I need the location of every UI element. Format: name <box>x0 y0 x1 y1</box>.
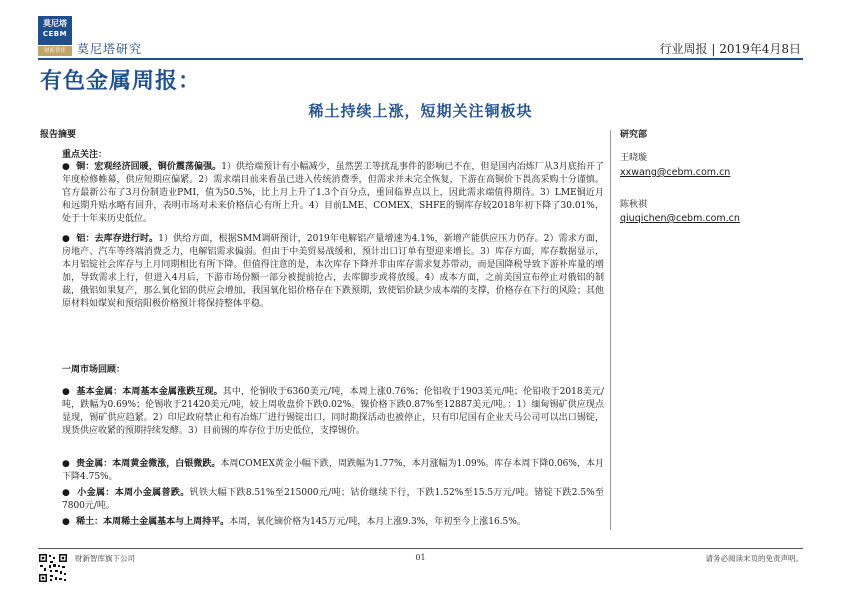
logo-sub-text: 财新智库 <box>38 46 72 56</box>
copper-text: 1）供给端预计有小幅减少，虽然罢工等扰乱事件的影响已不在，但是国内冶炼厂从3月底抬开了年度检修帷幕，供应短期应偏紧。2）需求端目前来看虽已进入传统消费季，但需求并未完全恢复，下游在高铜价下畏高采购十分谨慎。官方最新公布了3月份制造业PMI，值为50.5%，比上月上升了1.3个百分点，重回临界点以上，因此需求端值得期待。3）LME铜近月和远期升贴水略有回升，表明市场对未来价格信心有所上升。4）目前LME、COMEX、SHFE的铜库存较2018年初下降了30.01%，处于十年来历史低位。 <box>62 162 604 224</box>
rare-earth-paragraph <box>62 516 604 529</box>
minor-metals-text: 钒铁大幅下跌8.51%至215000元/吨；钴价继续下行，下跌1.52%至15.5万元/吨。锗锭下跌2.5%至7800元/吨。 <box>62 488 604 511</box>
precious-metals-text: 本周COMEX黄金小幅下跌，周跌幅为1.77%，本月涨幅为1.09%。库存本周下降0.06%，本月下降4.75%。 <box>62 459 604 482</box>
page-subtitle: 稀土持续上涨，短期关注铜板块 <box>308 102 533 120</box>
bullet-icon: ● <box>62 459 77 469</box>
aluminum-heading: 铝：去库存进行时。 <box>76 234 159 244</box>
logo-en-text: CEBM <box>42 30 68 38</box>
logo <box>38 16 72 56</box>
logo-cn-text: 莫尼塔 <box>43 19 67 28</box>
weekly-heading: 一周市场回顾： <box>62 365 126 375</box>
base-metals-text: 其中，伦铜收于6360美元/吨，本周上涨0.76%；伦铝收于1903美元/吨；伦铅收于2018美元/吨，跌幅为0.69%；伦锡收于21420美元/吨，较上周收盘价下跌0.02%。镍价格下跌0.87%至12887美元/吨。：1）缅甸锡矿供应现点显现，锡矿供应趋紧。2）印尼政府禁止和有冶炼厂进行锡锭出口，同时勘探活动也被停止，只有印尼国有企业天马公司可以出口锡锭，现货供应收紧的预期持续发酵。3）目前锡的库存位于历史低位，支撑锡价。 <box>62 387 604 436</box>
column-divider <box>610 130 611 530</box>
aluminum-paragraph <box>62 233 604 311</box>
bullet-icon: ● <box>62 488 78 498</box>
page-number: 01 <box>415 553 426 562</box>
footer-divider <box>38 548 803 549</box>
minor-metals-paragraph <box>62 487 604 513</box>
footer-disclaimer: 请务必阅读末页的免责声明。 <box>705 554 803 563</box>
bullet-icon: ● <box>62 387 77 397</box>
minor-metals-heading: 小金属：本周小金属普跌。 <box>77 488 190 498</box>
page-title: 有色金属周报： <box>40 68 202 94</box>
analyst-name: 王晓璇 <box>620 153 648 163</box>
precious-metals-heading: 贵金属：本周黄金微涨，白银微跌。 <box>76 459 221 469</box>
copper-heading: 铜：宏观经济回暖，铜价震荡偏强。 <box>76 162 222 172</box>
bullet-icon: ● <box>62 162 77 172</box>
bullet-icon: ● <box>62 234 77 244</box>
rare-earth-text: 本周，氧化镝价格为145万元/吨，本月上涨9.3%，年初至今上涨16.5%。 <box>229 517 526 527</box>
header-divider <box>38 58 803 60</box>
footer-company: 财新智库旗下公司 <box>75 554 135 563</box>
copper-paragraph <box>62 161 604 226</box>
dept-label: 研究部 <box>620 130 648 140</box>
focus-heading: 重点关注： <box>62 150 108 160</box>
precious-metals-paragraph <box>62 458 604 484</box>
logo-mark <box>38 16 72 45</box>
aluminum-text: 1）供给方面，根据SMM调研预计，2019年电解铝产量增速为4.1%，新增产能供应压力仍存。2）需求方面，房地产、汽车等终端消费乏力，电解铝需求偏弱。但由于中美贸易战缓和，预计出口订单有望迎来增长。3）库存方面，库存数据显示，本月铝锭社会库存与上月同期相比有所下降。但值得注意的是，本次库存下降并非由库存需求复苏带动，而是国降税导致下游补库量的增加，导致需求上行，但进入4月后，下游市场份额一部分被提前抢占，去库脚步或将放缓。4）成本方面，之前美国宣布停止对俄铝的制裁，俄铝如果复产，那么氧化铝的供应会增加，我国氧化铝价格存在下跌预期，致使铝价缺少成本端的支撑，价格存在下行的风险；其他原材料如煤炭和预焙阳极价格预计将保持整体平稳。 <box>62 234 604 309</box>
summary-label: 报告摘要 <box>40 130 77 140</box>
bullet-icon: ● <box>62 517 77 527</box>
base-metals-heading: 基本金属：本周基本金属涨跌互现。 <box>76 387 223 397</box>
analyst-email-link[interactable]: xxwang@cebm.com.cn <box>620 167 731 178</box>
report-type-date: 行业周报 | 2019年4月8日 <box>659 42 801 56</box>
analyst-email-link[interactable]: qiuqichen@cebm.com.cn <box>620 213 740 224</box>
analyst-name: 陈秋祺 <box>620 200 648 210</box>
base-metals-paragraph <box>62 386 604 438</box>
brand-name: 莫尼塔研究 <box>77 42 143 56</box>
rare-earth-heading: 稀土：本周稀土金属基本与上周持平。 <box>76 517 230 527</box>
